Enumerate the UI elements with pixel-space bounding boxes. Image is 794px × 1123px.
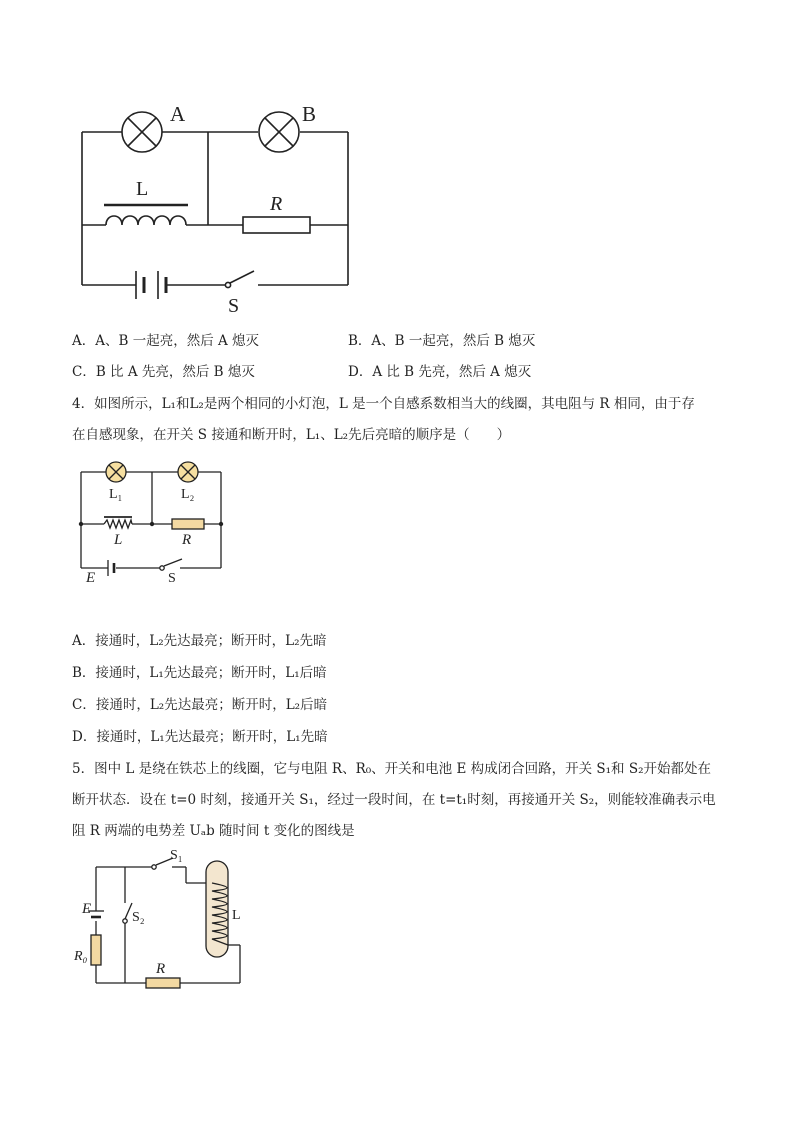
q4-circuit-diagram [74,455,234,590]
resistor-label: R [182,532,192,548]
resistor-label: R [270,193,283,215]
inductor-label: L [114,532,123,548]
lamp-l2-label: L₂ [181,487,195,502]
switch-icon [225,271,254,288]
q4-option-c: C．接通时，L₂先达最亮；断开时，L₂后暗 [72,697,328,713]
lamp-a-label: A [170,102,186,126]
battery-label: E [82,901,92,917]
q4-option-a: A．接通时，L₂先达最亮；断开时，L₂先暗 [72,633,327,649]
q4-option-d: D．接通时，L₁先达最亮；断开时，L₁先暗 [72,729,328,745]
q4-option-b: B．接通时，L₁先达最亮；断开时，L₁后暗 [72,665,327,681]
inductor-coil-icon [104,205,188,225]
inductor-label: L [136,178,149,200]
q3-option-d: D．A 比 B 先亮，然后 A 熄灭 [348,364,532,380]
switch-s2-icon [123,903,132,923]
lamp-l2-icon [178,462,198,482]
battery-icon [108,560,114,576]
coil-iron-core-icon [206,861,228,957]
resistor-r-label: R [156,961,166,977]
switch-icon [160,559,182,570]
q5-stem-line-1: 5．图中 L 是绕在铁芯上的线圈，它与电阻 R、R₀、开关和电池 E 构成闭合回路，开关 S₁和 S₂开始都处在 [72,761,712,777]
lamp-a-icon [122,112,162,152]
resistor-icon [172,519,204,529]
switch-label: S [168,571,176,586]
lamp-l1-icon [106,462,126,482]
q3-circuit-diagram [70,95,370,320]
switch-s1-label: S₁ [170,848,183,863]
q5-stem-line-3: 阻 R 两端的电势差 Uₐb 随时间 t 变化的图线是 [72,823,355,839]
q4-stem-line-2: 在自感现象，在开关 S 接通和断开时，L₁、L₂先后亮暗的顺序是（ ） [72,427,511,443]
lamp-l1-label: L₁ [109,487,123,502]
coil-label: L [232,908,241,923]
battery-icon [136,271,166,299]
q4-stem-line-1: 4．如图所示，L₁和L₂是两个相同的小灯泡，L 是一个自感系数相当大的线圈，其电阻与 R 相同，由于存 [72,396,695,412]
switch-label: S [228,295,240,317]
lamp-b-label: B [302,102,317,126]
q3-option-c: C．B 比 A 先亮，然后 B 熄灭 [72,364,255,380]
resistor-r0-icon [91,935,101,965]
switch-s2-label: S₂ [132,910,145,925]
battery-label: E [86,570,96,586]
q5-circuit-diagram [72,845,252,995]
lamp-b-icon [259,112,299,152]
resistor-icon [243,217,310,233]
resistor-r-icon [146,978,180,988]
resistor-r0-label: R₀ [74,949,88,964]
inductor-coil-icon [104,517,132,528]
q5-stem-line-2: 断开状态．设在 t=0 时刻，接通开关 S₁，经过一段时间，在 t=t₁时刻，再接通开关 S₂，则能较准确表示电 [72,792,716,808]
q3-option-a: A．A、B 一起亮，然后 A 熄灭 [72,333,260,349]
q3-option-b: B．A、B 一起亮，然后 B 熄灭 [348,333,536,349]
